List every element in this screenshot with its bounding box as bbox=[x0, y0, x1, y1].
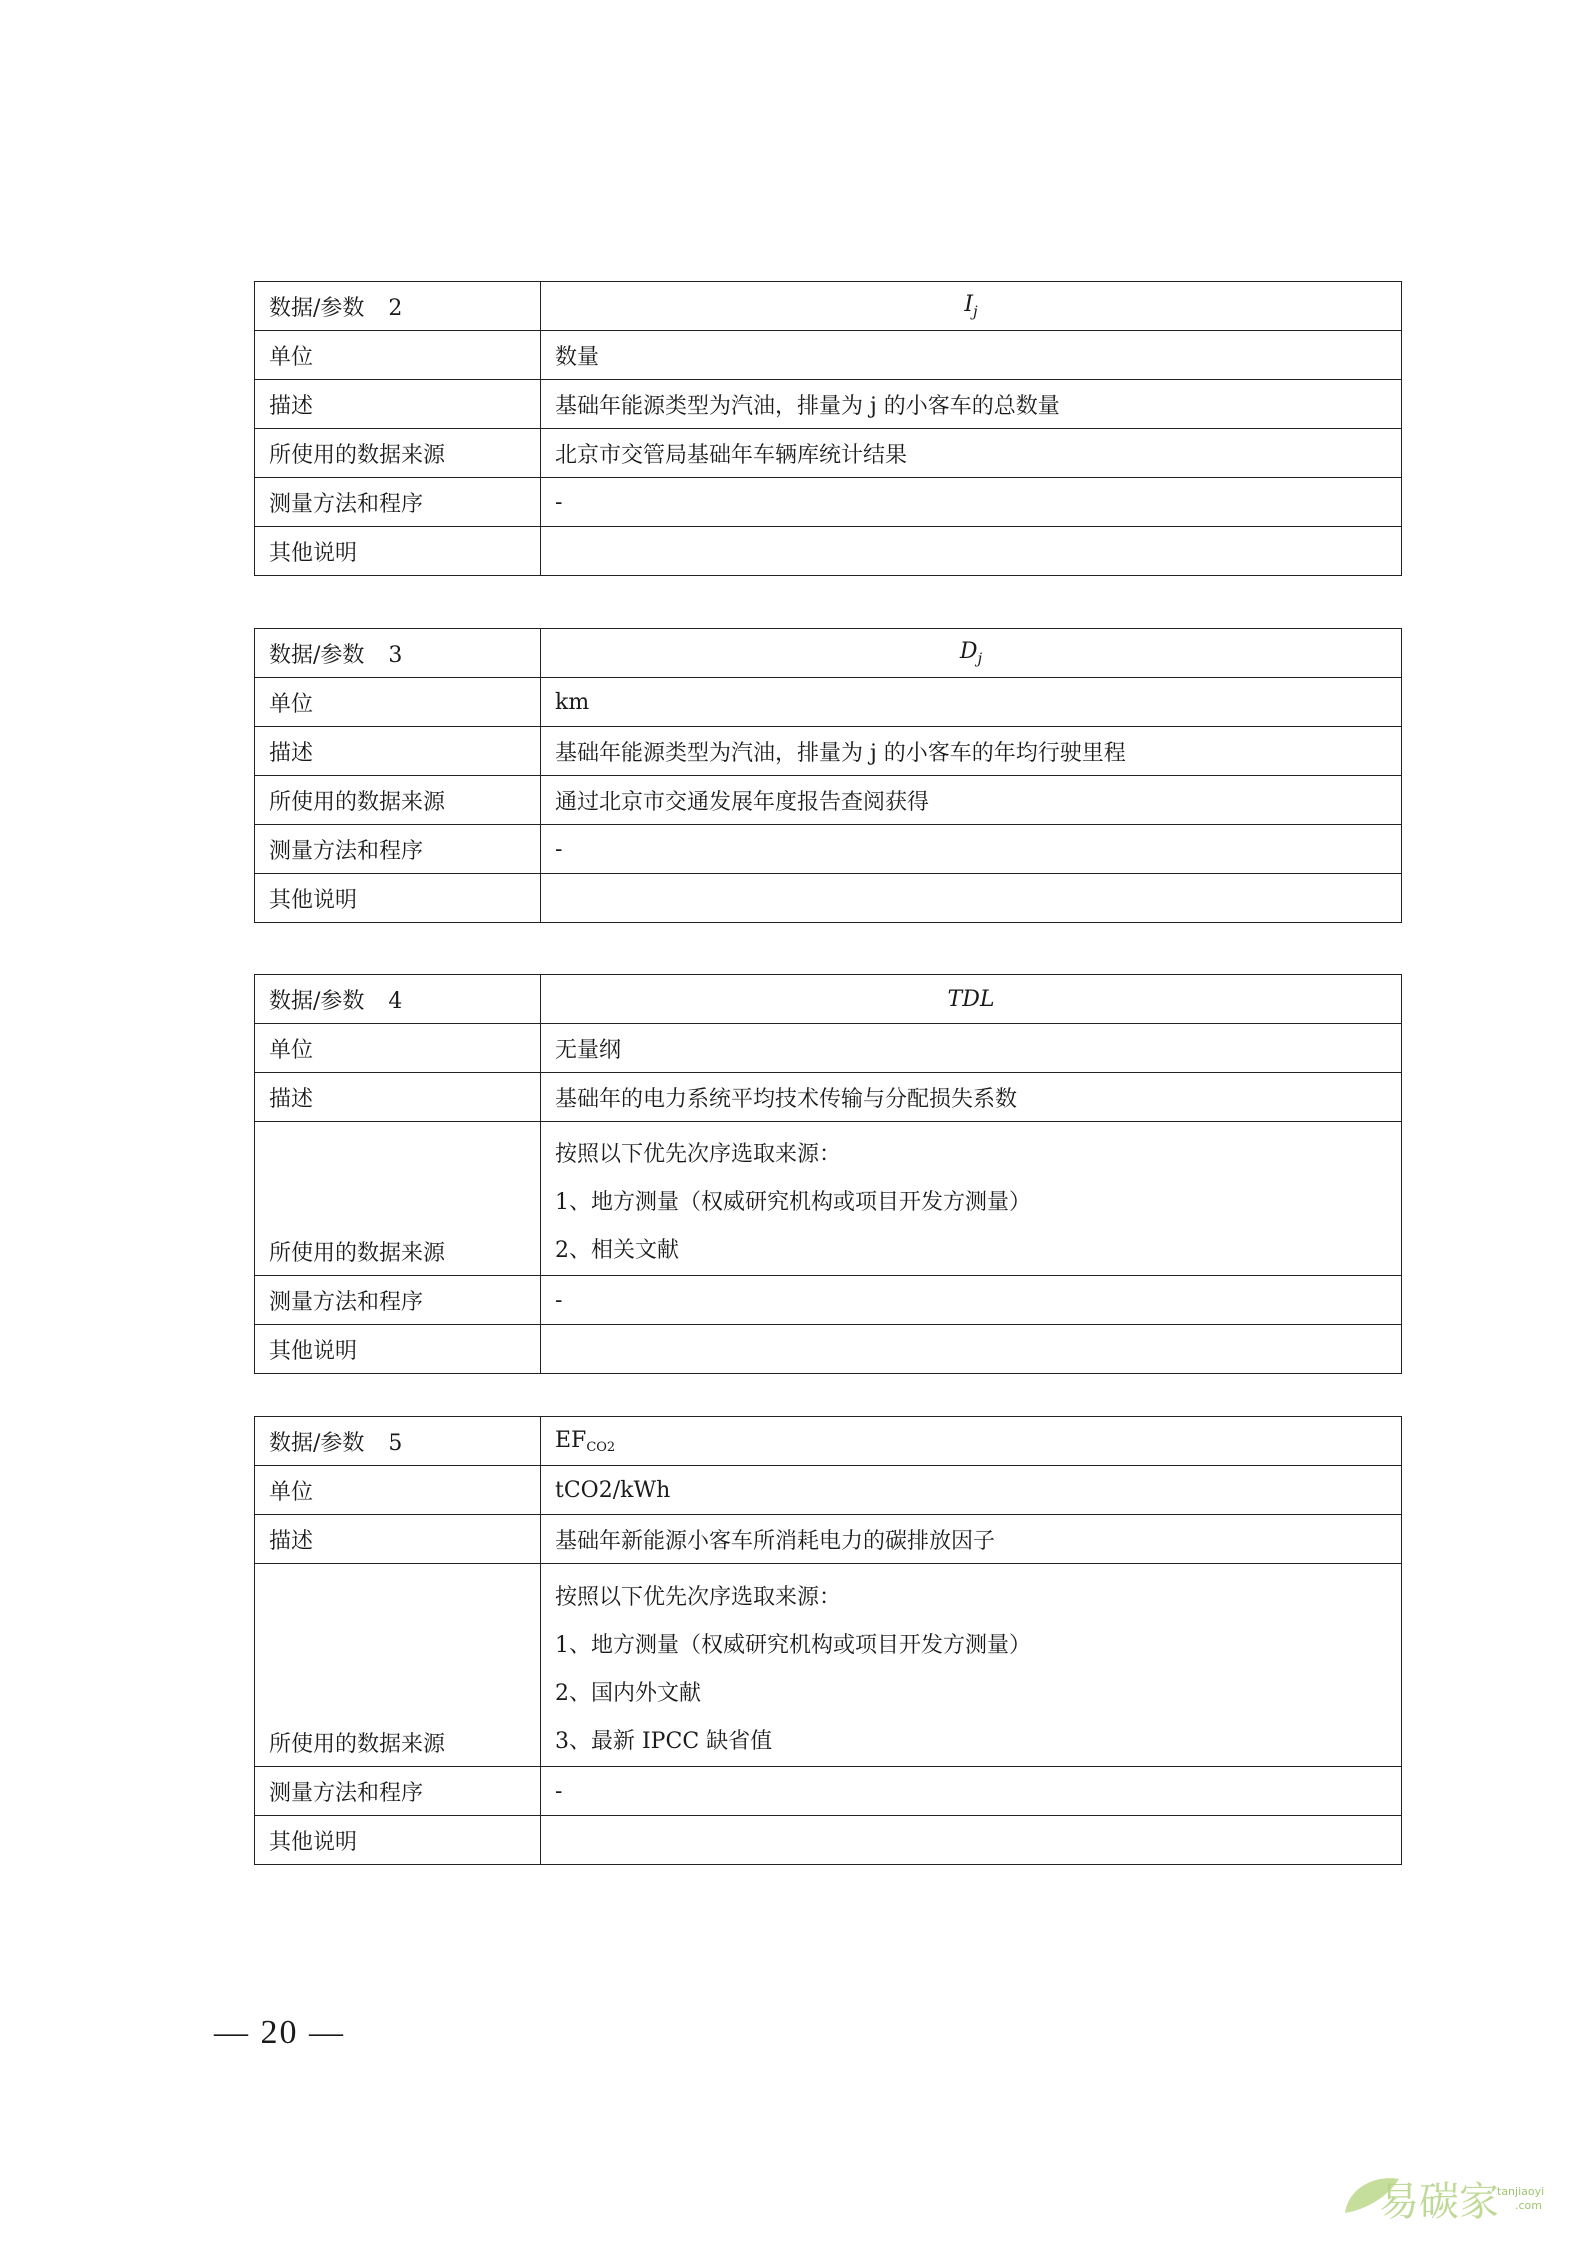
source-label: 所使用的数据来源 bbox=[255, 429, 541, 478]
param-label: 数据/参数 bbox=[269, 295, 365, 321]
other-label: 其他说明 bbox=[255, 1325, 541, 1374]
source-row bbox=[255, 1564, 1402, 1767]
other-row bbox=[255, 874, 1402, 923]
param-number: 5 bbox=[388, 1430, 403, 1456]
param-label: 数据/参数 bbox=[269, 1430, 365, 1456]
method-label: 测量方法和程序 bbox=[255, 1767, 541, 1816]
method-value: - bbox=[541, 478, 1402, 527]
method-value: - bbox=[541, 1767, 1402, 1816]
table-header-row bbox=[255, 629, 1402, 678]
watermark-domain: tanjiaoyi bbox=[1497, 2185, 1545, 2198]
unit-row bbox=[255, 331, 1402, 380]
source-line: 2、国内外文献 bbox=[555, 1681, 701, 1706]
watermark-leaf-icon bbox=[1339, 2165, 1569, 2229]
unit-value: 数量 bbox=[541, 331, 1402, 380]
param-number: 2 bbox=[388, 295, 403, 321]
desc-value: 基础年能源类型为汽油，排量为 j 的小客车的总数量 bbox=[541, 380, 1402, 429]
param-symbol bbox=[541, 1417, 1402, 1466]
source-line: 按照以下优先次序选取来源： bbox=[555, 1142, 842, 1167]
other-label: 其他说明 bbox=[255, 874, 541, 923]
method-row bbox=[255, 1767, 1402, 1816]
other-row bbox=[255, 527, 1402, 576]
desc-label: 描述 bbox=[255, 727, 541, 776]
method-label: 测量方法和程序 bbox=[255, 1276, 541, 1325]
table-header-row bbox=[255, 282, 1402, 331]
symbol-sub: j bbox=[977, 649, 983, 668]
desc-value: 基础年新能源小客车所消耗电力的碳排放因子 bbox=[541, 1515, 1402, 1564]
unit-label: 单位 bbox=[255, 331, 541, 380]
unit-row bbox=[255, 678, 1402, 727]
watermark-brand: 易碳家 bbox=[1379, 2179, 1499, 2225]
unit-label: 单位 bbox=[255, 1024, 541, 1073]
watermark-tld: .com bbox=[1515, 2199, 1542, 2212]
other-value bbox=[541, 1325, 1402, 1374]
source-label: 所使用的数据来源 bbox=[255, 1564, 541, 1767]
param-label-cell bbox=[255, 629, 541, 678]
param-label: 数据/参数 bbox=[269, 642, 365, 668]
method-row bbox=[255, 478, 1402, 527]
table-header-row bbox=[255, 975, 1402, 1024]
symbol-main: D bbox=[959, 638, 978, 664]
unit-value: 无量纲 bbox=[541, 1024, 1402, 1073]
unit-value: km bbox=[541, 678, 1402, 727]
param-label: 数据/参数 bbox=[269, 988, 365, 1014]
param-label-cell bbox=[255, 282, 541, 331]
param-table-2 bbox=[254, 281, 1402, 576]
other-value bbox=[541, 1816, 1402, 1865]
param-symbol bbox=[541, 629, 1402, 678]
param-number: 4 bbox=[388, 988, 403, 1014]
source-line: 1、地方测量（权威研究机构或项目开发方测量） bbox=[555, 1190, 1031, 1215]
param-table-3 bbox=[254, 628, 1402, 923]
symbol-main: TDL bbox=[947, 986, 995, 1012]
desc-label: 描述 bbox=[255, 1073, 541, 1122]
symbol-sub: j bbox=[973, 302, 978, 321]
source-line: 按照以下优先次序选取来源： bbox=[555, 1585, 842, 1610]
other-row bbox=[255, 1325, 1402, 1374]
param-label-cell bbox=[255, 975, 541, 1024]
page-number: — 20 — bbox=[214, 2014, 345, 2051]
method-row bbox=[255, 1276, 1402, 1325]
source-row bbox=[255, 1122, 1402, 1276]
source-row bbox=[255, 429, 1402, 478]
desc-row bbox=[255, 380, 1402, 429]
desc-row bbox=[255, 1515, 1402, 1564]
watermark-logo bbox=[1339, 2165, 1569, 2229]
symbol-main: I bbox=[964, 291, 974, 317]
unit-label: 单位 bbox=[255, 678, 541, 727]
unit-row bbox=[255, 1024, 1402, 1073]
param-label-cell bbox=[255, 1417, 541, 1466]
unit-label: 单位 bbox=[255, 1466, 541, 1515]
symbol-sub: CO2 bbox=[586, 1439, 616, 1455]
symbol-main: EF bbox=[555, 1427, 587, 1453]
desc-value: 基础年的电力系统平均技术传输与分配损失系数 bbox=[541, 1073, 1402, 1122]
source-value bbox=[541, 1122, 1402, 1276]
unit-value: tCO2/kWh bbox=[541, 1466, 1402, 1515]
desc-label: 描述 bbox=[255, 1515, 541, 1564]
source-line: 2、相关文献 bbox=[555, 1238, 679, 1263]
other-row bbox=[255, 1816, 1402, 1865]
param-table-5 bbox=[254, 1416, 1402, 1865]
source-line: 1、地方测量（权威研究机构或项目开发方测量） bbox=[555, 1633, 1031, 1658]
other-label: 其他说明 bbox=[255, 527, 541, 576]
param-symbol bbox=[541, 282, 1402, 331]
method-label: 测量方法和程序 bbox=[255, 478, 541, 527]
param-number: 3 bbox=[388, 642, 403, 668]
source-value: 北京市交管局基础年车辆库统计结果 bbox=[541, 429, 1402, 478]
source-row bbox=[255, 776, 1402, 825]
desc-value: 基础年能源类型为汽油，排量为 j 的小客车的年均行驶里程 bbox=[541, 727, 1402, 776]
other-value bbox=[541, 874, 1402, 923]
param-symbol bbox=[541, 975, 1402, 1024]
unit-row bbox=[255, 1466, 1402, 1515]
param-table-4 bbox=[254, 974, 1402, 1374]
method-value: - bbox=[541, 1276, 1402, 1325]
desc-row bbox=[255, 727, 1402, 776]
source-label: 所使用的数据来源 bbox=[255, 776, 541, 825]
method-label: 测量方法和程序 bbox=[255, 825, 541, 874]
desc-row bbox=[255, 1073, 1402, 1122]
source-value: 通过北京市交通发展年度报告查阅获得 bbox=[541, 776, 1402, 825]
source-value bbox=[541, 1564, 1402, 1767]
desc-label: 描述 bbox=[255, 380, 541, 429]
table-header-row bbox=[255, 1417, 1402, 1466]
source-line: 3、最新 IPCC 缺省值 bbox=[555, 1729, 773, 1754]
method-value: - bbox=[541, 825, 1402, 874]
other-value bbox=[541, 527, 1402, 576]
method-row bbox=[255, 825, 1402, 874]
other-label: 其他说明 bbox=[255, 1816, 541, 1865]
source-label: 所使用的数据来源 bbox=[255, 1122, 541, 1276]
